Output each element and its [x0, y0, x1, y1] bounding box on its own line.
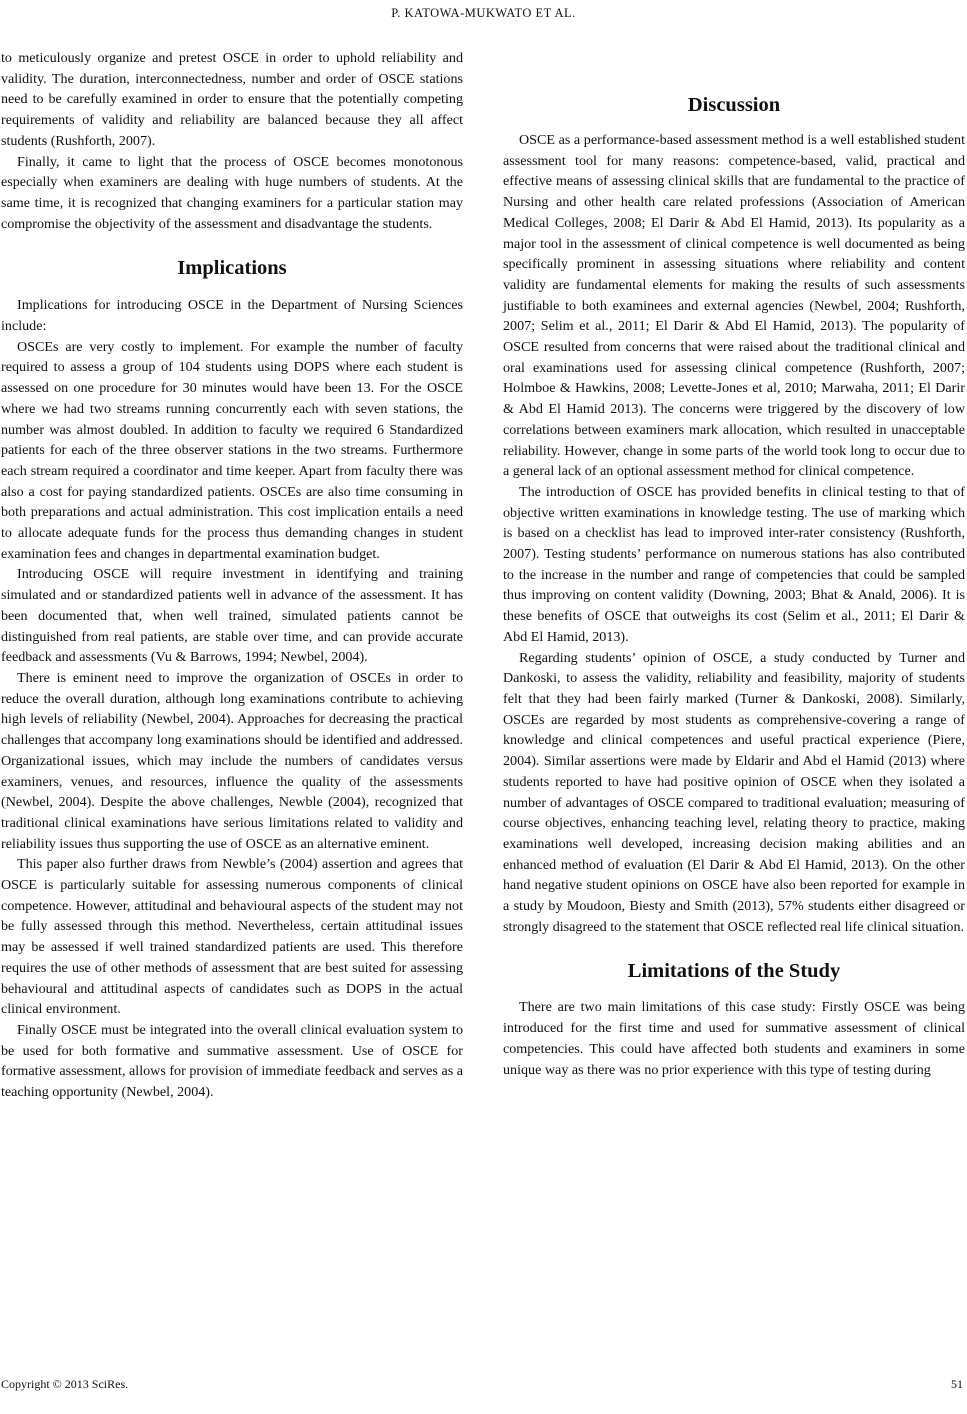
paragraph: Finally OSCE must be integrated into the overall clinical evaluation system to be used for both formative and summative assessment. Use of OSCE for formative assessment, allows for provision of immediate feedback and serves as a teaching opportunity (Newbel, 2004). — [1, 1021, 463, 1101]
page-number: 51 — [951, 1377, 963, 1391]
paragraph: OSCE as a performance-based assessment method is a well established student assessment tool for many reasons: competence-based, valid, practical and effective means of assessing clinical skills that are fundamental to the practice of Nursing and other health care related professions (Association of American Medical Colleges, 2008; El Darir & Abd El Hamid, 2013). Its popularity as a major tool in the assessment of clinical competence is well documented as being specifically prominent in assessing situations where reliability and content validity are fundamental elements for making the results of such assessments justifiable to both examinees and external agencies (Newbel, 2004; Rushforth, 2007; Selim et al., 2011; El Darir & Abd El Hamid, 2013). The popularity of OSCE resulted from concerns that were raised about the traditional clinical and oral examinations used for assessing clinical competence (Rushforth, 2007; Holmboe & Hawkins, 2008; Levette-Jones et al, 2010; Marwaha, 2011; El Darir & Abd El Hamid 2013). The concerns were triggered by the discovery of low correlations between examiners mark allocation, which resulted in unacceptable reliability. However, change in some parts of the world took long to occur due to a general lack of an optional assessment method for clinical competence. — [503, 132, 965, 480]
paragraph: This paper also further draws from Newble’s (2004) assertion and agrees that OSCE is particularly suitable for assessing numerous components of clinical competence. However, attitudinal and behavioural aspects of the student may not be fully assessed through this method. Nevertheless, certain attitudinal issues may be assessed if well trained standardized patients are used. This therefore requires the use of other methods of assessment that are best suited for assessing behavioural and attitudinal aspects of candidates such as DOPS in the actual clinical environment. — [1, 856, 463, 1018]
paragraph: to meticulously organize and pretest OSCE in order to uphold reliability and validity. The duration, interconnectedness, number and order of OSCE stations need to be carefully examined in order to ensure that the potentially competing requirements of validity and reliability are balanced because they all affect students (Rushforth, 2007). — [1, 50, 463, 149]
paragraph: Introducing OSCE will require investment in identifying and training simulated and or standardized patients well in advance of the assessment. It has been documented that, when well trained, simulated patients cannot be distinguished from real patients, are stable over time, and can provide accurate feedback and assessments (Vu & Barrows, 1994; Newbel, 2004). — [1, 566, 463, 666]
section-heading-implications: Implications — [177, 257, 287, 280]
footer-copyright: Copyright © 2013 SciRes. — [1, 1377, 129, 1391]
section-heading-discussion: Discussion — [687, 94, 781, 116]
right-column — [503, 48, 965, 1080]
left-column — [1, 48, 463, 1103]
paragraph: There are two main limitations of this case study: Firstly OSCE was being introduced for the first time and used for summative assessment of clinical competencies. This could have affected both students and examiners in some unique way as there was no prior experience with this type of testing during — [503, 999, 965, 1078]
paragraph: Implications for introducing OSCE in the Department of Nursing Sciences include: — [1, 297, 463, 335]
paragraph: The introduction of OSCE has provided benefits in clinical testing to that of objective written examinations in knowledge testing. The use of marking which is based on a checklist has lead to improved inter-rater consistency (Rushforth, 2007). Testing students’ performance on numerous stations has also contributed to the increase in the number and range of competencies that could be sampled thus improving on content validity (Downing, 2003; Bhat & Anald, 2006). It is these benefits of OSCE that outweighs its cost (Selim et al., 2011; El Darir & Abd El Hamid, 2013). — [503, 483, 965, 645]
paragraph: There is eminent need to improve the organization of OSCEs in order to reduce the overall duration, although long examinations contribute to achieving high levels of reliability (Newbel, 2004). Approaches for decreasing the practical challenges that accompany long examinations should be identified and addressed. Organizational issues, which may include the numbers of candidates versus examiners, venues, and resources, influence the quality of the assessments (Newbel, 2004). Despite the above challenges, Newble (2004), recognized that traditional clinical examinations have serious limitations related to validity and reliability issues thus supporting the use of OSCE as an alternative eminent. — [1, 669, 463, 852]
running-header: P. KATOWA-MUKWATO ET AL. — [391, 6, 576, 20]
paragraph: Regarding students’ opinion of OSCE, a study conducted by Turner and Dankoski, to assess the validity, reliability and feasibility, majority of students felt that they had been fairly marked (Turner & Dankoski, 2008). Similarly, OSCEs are regarded by most students as comprehensive-covering a range of knowledge and clinical competences and useful practical experience (Piere, 2004). Similar assertions were made by Eldarir and Abd el Hamid (2013) where students reported to have had positive opinion of OSCE when they isolated a number of advantages of OSCE compared to traditional evaluation; measuring of course objectives, enhancing teaching level, relating theory to practice, making examinations well developed, increasing decision making abilities and an enhanced method of evaluation (El Darir & Abd El Hamid, 2013). On the other hand negative student opinions on OSCE have also been reported for example in a study by Moudoon, Biesty and Smith (2013), 57% students either disagreed or strongly disagreed to the statement that OSCE reflected real life clinical situation. — [503, 649, 965, 935]
section-heading-limitations: Limitations of the Study — [627, 960, 841, 983]
paragraph: Finally, it came to light that the process of OSCE becomes monotonous especially when examiners are dealing with huge numbers of students. At the same time, it is recognized that changing examiners for a particular station may compromise the objectivity of the assessment and disadvantage the students. — [1, 153, 463, 232]
paragraph: OSCEs are very costly to implement. For example the number of faculty required to assess a group of 104 students using DOPS where each student is assessed on one procedure for 30 minutes would have been 13. For the OSCE where we had two streams running concurrently each with seven stations, the number was almost doubled. In addition to faculty we required 6 Standardized patients for each of the three observer stations in the two streams. Furthermore each stream required a coordinator and time keeper. Apart from faculty there was also a cost for paying standardized patients. OSCEs are also time consuming in both preparations and actual administration. This cost implication entails a need to allocate adequate funds for the process thus demanding changes in student examination fees and changes in departmental examination budget. — [1, 338, 463, 562]
